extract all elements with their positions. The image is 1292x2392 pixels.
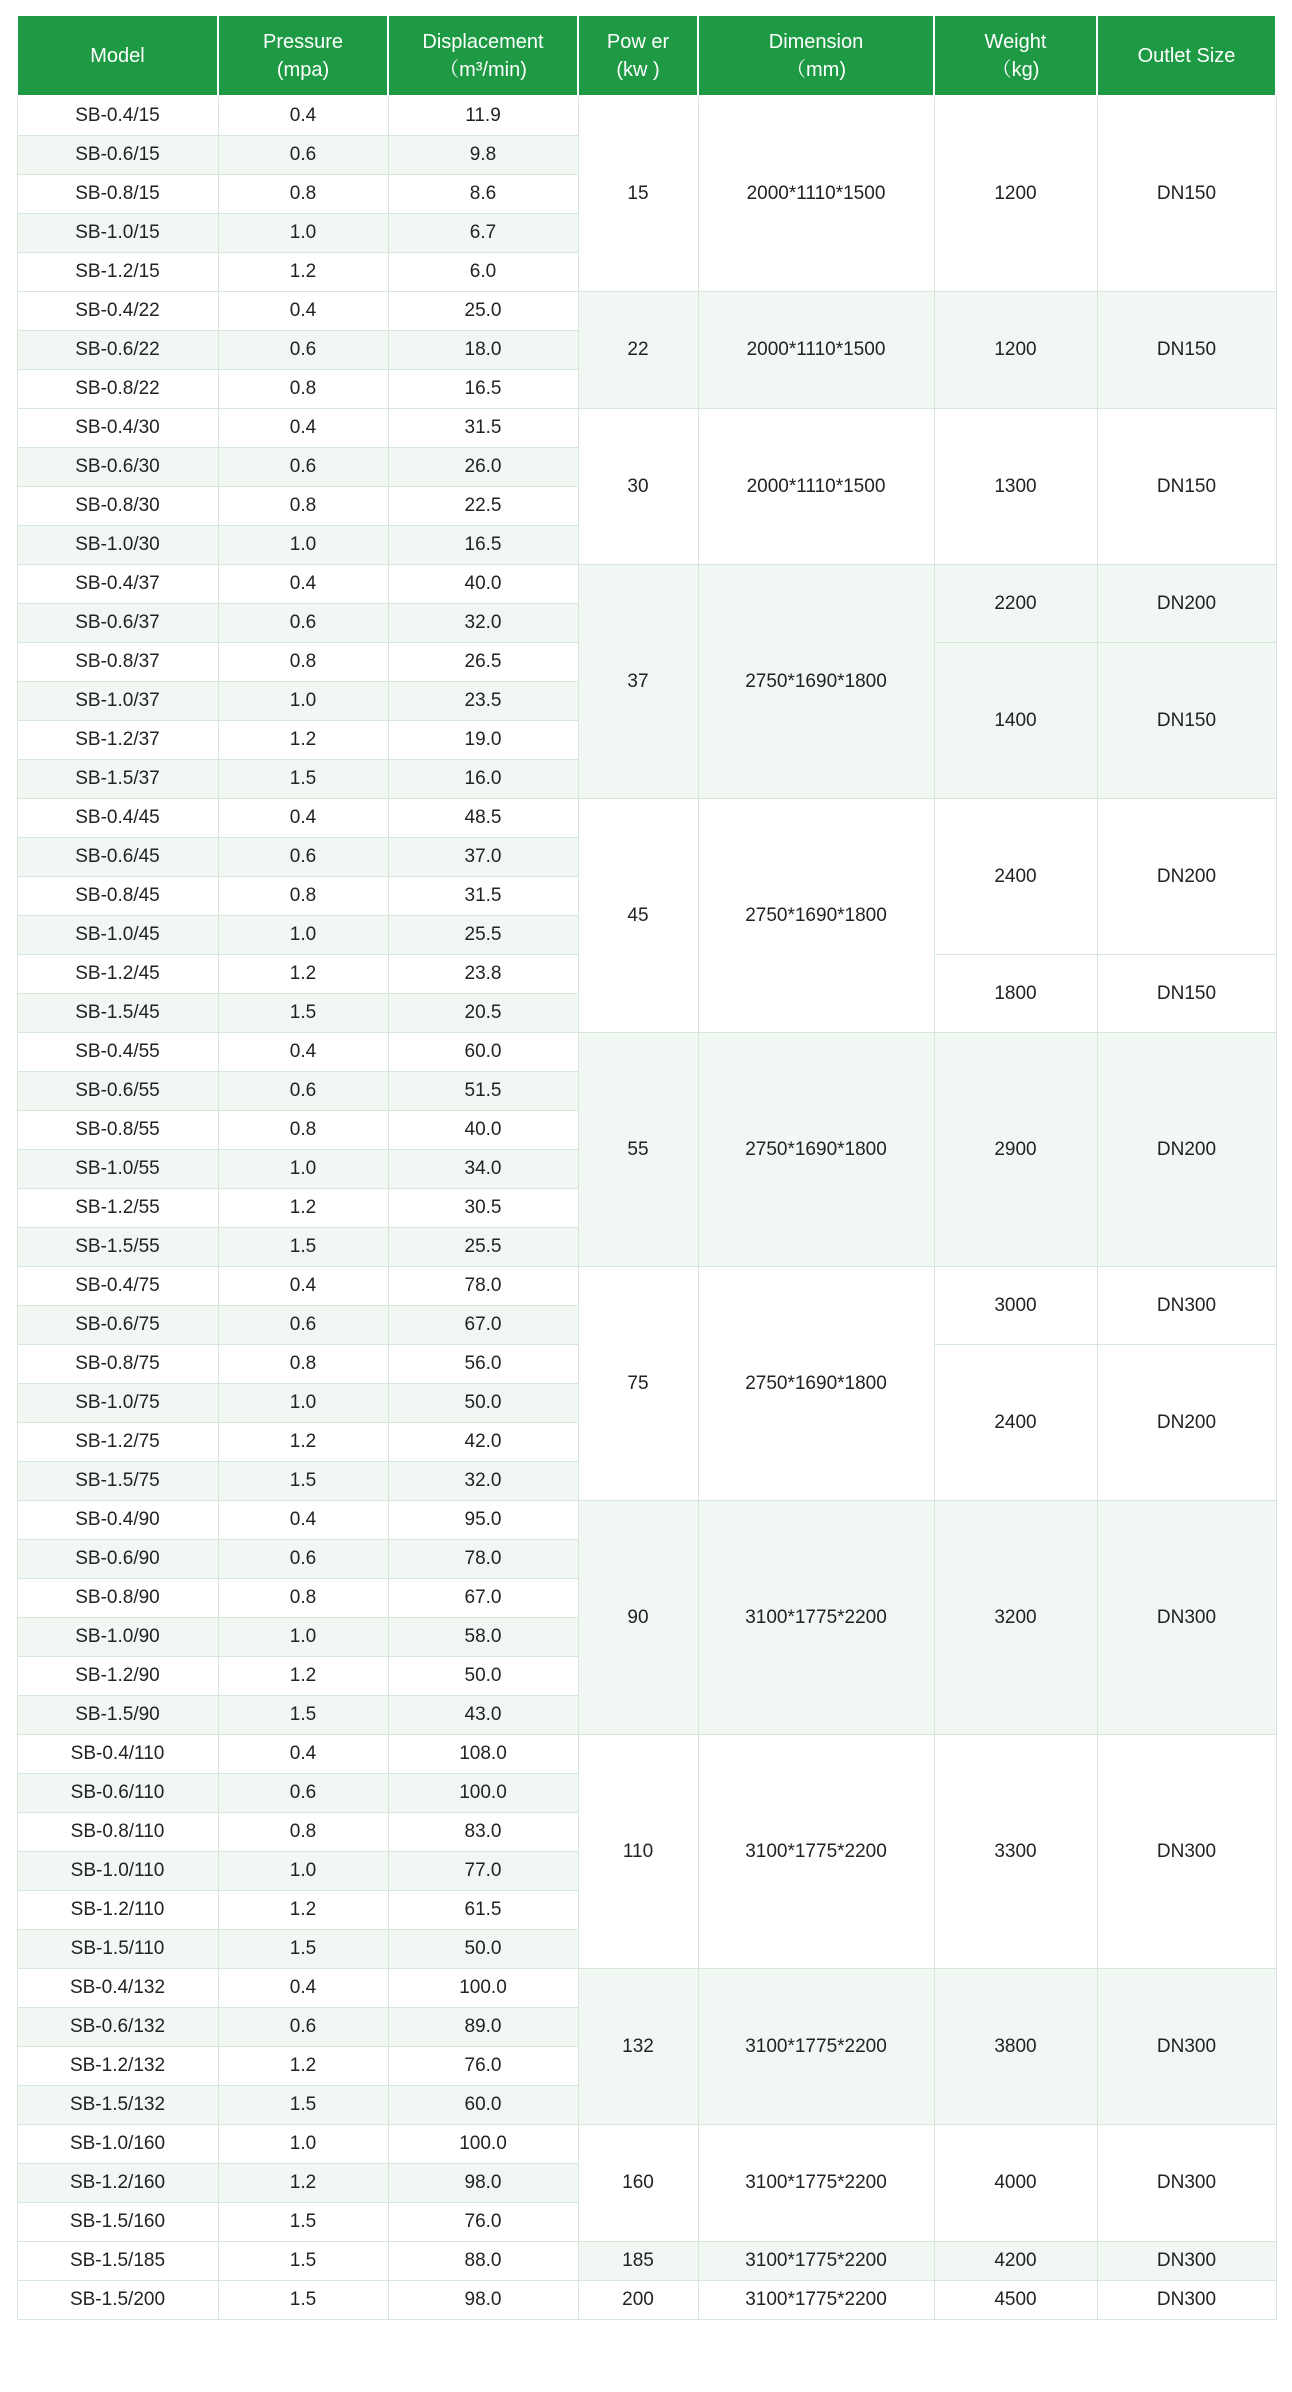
pressure-cell: 1.2: [218, 1657, 388, 1696]
table-row: [17, 409, 1276, 448]
table-row: [17, 96, 1276, 136]
pressure-cell: 0.4: [218, 1267, 388, 1306]
table-row: [17, 2242, 1276, 2281]
table-body: [17, 96, 1276, 2320]
table-row: [17, 799, 1276, 838]
displacement-cell: 31.5: [388, 409, 578, 448]
displacement-cell: 9.8: [388, 136, 578, 175]
header-pressure-line: Pressure: [262, 30, 344, 53]
dimension-cell: 3100*1775*2200: [698, 1501, 934, 1735]
model-cell: SB-0.6/75: [17, 1306, 218, 1345]
table-row: [17, 1735, 1276, 1774]
header-model-line: Model: [90, 44, 145, 67]
model-cell: SB-0.8/15: [17, 175, 218, 214]
model-cell: SB-1.5/110: [17, 1930, 218, 1969]
power-cell: 15: [578, 96, 698, 292]
pressure-cell: 1.5: [218, 760, 388, 799]
displacement-cell: 60.0: [388, 1033, 578, 1072]
displacement-cell: 22.5: [388, 487, 578, 526]
displacement-cell: 100.0: [388, 2125, 578, 2164]
pressure-cell: 0.8: [218, 1579, 388, 1618]
displacement-cell: 83.0: [388, 1813, 578, 1852]
model-cell: SB-1.0/160: [17, 2125, 218, 2164]
displacement-cell: 50.0: [388, 1930, 578, 1969]
model-cell: SB-1.2/75: [17, 1423, 218, 1462]
weight-cell: 2400: [934, 799, 1097, 955]
model-cell: SB-0.6/22: [17, 331, 218, 370]
displacement-cell: 6.7: [388, 214, 578, 253]
pressure-cell: 1.5: [218, 1930, 388, 1969]
displacement-cell: 98.0: [388, 2164, 578, 2203]
pressure-cell: 0.4: [218, 1033, 388, 1072]
pressure-cell: 1.0: [218, 1618, 388, 1657]
pressure-cell: 0.4: [218, 1735, 388, 1774]
displacement-cell: 100.0: [388, 1969, 578, 2008]
pressure-cell: 0.6: [218, 604, 388, 643]
displacement-cell: 40.0: [388, 565, 578, 604]
model-cell: SB-0.4/30: [17, 409, 218, 448]
weight-cell: 1300: [934, 409, 1097, 565]
header-displacement-line: Displacement: [422, 30, 544, 53]
model-cell: SB-0.6/45: [17, 838, 218, 877]
pressure-cell: 1.5: [218, 994, 388, 1033]
outlet-size-cell: DN150: [1097, 292, 1276, 409]
displacement-cell: 25.5: [388, 1228, 578, 1267]
table-row: [17, 2125, 1276, 2164]
header-power-line: (kw ): [616, 58, 660, 81]
pressure-cell: 1.0: [218, 214, 388, 253]
outlet-size-cell: DN200: [1097, 799, 1276, 955]
dimension-cell: 2750*1690*1800: [698, 799, 934, 1033]
pressure-cell: 1.0: [218, 916, 388, 955]
table-row: [17, 292, 1276, 331]
pressure-cell: 0.4: [218, 292, 388, 331]
outlet-size-cell: DN150: [1097, 955, 1276, 1033]
displacement-cell: 77.0: [388, 1852, 578, 1891]
dimension-cell: 2000*1110*1500: [698, 96, 934, 292]
power-cell: 200: [578, 2281, 698, 2320]
pressure-cell: 0.4: [218, 1969, 388, 2008]
displacement-cell: 16.5: [388, 370, 578, 409]
table-row: [17, 2281, 1276, 2320]
dimension-cell: 3100*1775*2200: [698, 1969, 934, 2125]
header-pressure: [218, 15, 388, 96]
model-cell: SB-0.6/37: [17, 604, 218, 643]
pressure-cell: 0.4: [218, 409, 388, 448]
model-cell: SB-1.2/160: [17, 2164, 218, 2203]
pressure-cell: 1.2: [218, 1189, 388, 1228]
displacement-cell: 67.0: [388, 1579, 578, 1618]
outlet-size-cell: DN300: [1097, 2125, 1276, 2242]
weight-cell: 3300: [934, 1735, 1097, 1969]
header-power-line: Pow er: [606, 30, 670, 53]
pressure-cell: 1.5: [218, 1228, 388, 1267]
model-cell: SB-1.0/37: [17, 682, 218, 721]
dimension-cell: 3100*1775*2200: [698, 1735, 934, 1969]
outlet-size-cell: DN200: [1097, 1345, 1276, 1501]
pressure-cell: 1.2: [218, 721, 388, 760]
model-cell: SB-1.0/30: [17, 526, 218, 565]
displacement-cell: 60.0: [388, 2086, 578, 2125]
header-weight-line: Weight: [984, 30, 1047, 53]
header-dimension-line: （mm): [786, 58, 846, 81]
pressure-cell: 1.2: [218, 955, 388, 994]
displacement-cell: 32.0: [388, 1462, 578, 1501]
outlet-size-cell: DN300: [1097, 1969, 1276, 2125]
model-cell: SB-1.2/110: [17, 1891, 218, 1930]
model-cell: SB-0.8/75: [17, 1345, 218, 1384]
pressure-cell: 1.5: [218, 2281, 388, 2320]
displacement-cell: 37.0: [388, 838, 578, 877]
pressure-cell: 1.2: [218, 1423, 388, 1462]
displacement-cell: 8.6: [388, 175, 578, 214]
displacement-cell: 32.0: [388, 604, 578, 643]
table-header: [17, 15, 1276, 96]
model-cell: SB-1.2/55: [17, 1189, 218, 1228]
header-row: [17, 15, 1276, 96]
model-cell: SB-0.8/90: [17, 1579, 218, 1618]
header-pressure-line: (mpa): [276, 58, 330, 81]
pressure-cell: 1.2: [218, 253, 388, 292]
pressure-cell: 0.6: [218, 136, 388, 175]
power-cell: 132: [578, 1969, 698, 2125]
model-cell: SB-0.4/37: [17, 565, 218, 604]
model-cell: SB-0.4/45: [17, 799, 218, 838]
displacement-cell: 51.5: [388, 1072, 578, 1111]
dimension-cell: 3100*1775*2200: [698, 2281, 934, 2320]
model-cell: SB-0.6/132: [17, 2008, 218, 2047]
displacement-cell: 67.0: [388, 1306, 578, 1345]
outlet-size-cell: DN150: [1097, 643, 1276, 799]
pressure-cell: 0.8: [218, 877, 388, 916]
pressure-cell: 0.8: [218, 175, 388, 214]
pressure-cell: 0.8: [218, 370, 388, 409]
pressure-cell: 0.6: [218, 1306, 388, 1345]
displacement-cell: 20.5: [388, 994, 578, 1033]
model-cell: SB-1.0/45: [17, 916, 218, 955]
displacement-cell: 43.0: [388, 1696, 578, 1735]
weight-cell: 3800: [934, 1969, 1097, 2125]
weight-cell: 1200: [934, 96, 1097, 292]
pressure-cell: 1.2: [218, 2047, 388, 2086]
model-cell: SB-0.8/30: [17, 487, 218, 526]
model-cell: SB-0.8/22: [17, 370, 218, 409]
displacement-cell: 98.0: [388, 2281, 578, 2320]
model-cell: SB-0.6/110: [17, 1774, 218, 1813]
outlet-size-cell: DN150: [1097, 409, 1276, 565]
power-cell: 160: [578, 2125, 698, 2242]
dimension-cell: 2000*1110*1500: [698, 292, 934, 409]
model-cell: SB-0.4/55: [17, 1033, 218, 1072]
weight-cell: 3000: [934, 1267, 1097, 1345]
model-cell: SB-1.0/75: [17, 1384, 218, 1423]
pressure-cell: 0.6: [218, 331, 388, 370]
pressure-cell: 0.4: [218, 96, 388, 136]
header-model: [17, 15, 218, 96]
model-cell: SB-1.0/55: [17, 1150, 218, 1189]
outlet-size-cell: DN300: [1097, 2242, 1276, 2281]
header-weight: [934, 15, 1097, 96]
pressure-cell: 1.5: [218, 1462, 388, 1501]
dimension-cell: 2750*1690*1800: [698, 1267, 934, 1501]
displacement-cell: 25.0: [388, 292, 578, 331]
model-cell: SB-1.2/15: [17, 253, 218, 292]
weight-cell: 1800: [934, 955, 1097, 1033]
pressure-cell: 1.5: [218, 2086, 388, 2125]
displacement-cell: 31.5: [388, 877, 578, 916]
model-cell: SB-0.4/22: [17, 292, 218, 331]
pressure-cell: 0.8: [218, 1345, 388, 1384]
outlet-size-cell: DN200: [1097, 565, 1276, 643]
model-cell: SB-0.6/55: [17, 1072, 218, 1111]
table-row: [17, 1969, 1276, 2008]
outlet-size-cell: DN300: [1097, 1501, 1276, 1735]
displacement-cell: 11.9: [388, 96, 578, 136]
model-cell: SB-1.2/132: [17, 2047, 218, 2086]
dimension-cell: 2750*1690*1800: [698, 565, 934, 799]
pressure-cell: 0.4: [218, 565, 388, 604]
model-cell: SB-0.6/15: [17, 136, 218, 175]
power-cell: 55: [578, 1033, 698, 1267]
header-displacement: [388, 15, 578, 96]
displacement-cell: 26.0: [388, 448, 578, 487]
displacement-cell: 42.0: [388, 1423, 578, 1462]
displacement-cell: 50.0: [388, 1384, 578, 1423]
displacement-cell: 61.5: [388, 1891, 578, 1930]
pressure-cell: 1.0: [218, 526, 388, 565]
header-dimension: [698, 15, 934, 96]
pressure-cell: 0.6: [218, 1774, 388, 1813]
displacement-cell: 19.0: [388, 721, 578, 760]
weight-cell: 1200: [934, 292, 1097, 409]
power-cell: 185: [578, 2242, 698, 2281]
weight-cell: 2400: [934, 1345, 1097, 1501]
pressure-cell: 1.0: [218, 682, 388, 721]
model-cell: SB-1.2/90: [17, 1657, 218, 1696]
model-cell: SB-1.5/45: [17, 994, 218, 1033]
header-outlet: [1097, 15, 1276, 96]
pressure-cell: 1.0: [218, 1384, 388, 1423]
pressure-cell: 0.8: [218, 487, 388, 526]
displacement-cell: 76.0: [388, 2203, 578, 2242]
displacement-cell: 95.0: [388, 1501, 578, 1540]
table-row: [17, 1033, 1276, 1072]
displacement-cell: 78.0: [388, 1267, 578, 1306]
pressure-cell: 0.4: [218, 1501, 388, 1540]
pressure-cell: 1.0: [218, 2125, 388, 2164]
displacement-cell: 100.0: [388, 1774, 578, 1813]
model-cell: SB-0.4/132: [17, 1969, 218, 2008]
pressure-cell: 0.6: [218, 1072, 388, 1111]
pressure-cell: 0.6: [218, 448, 388, 487]
pressure-cell: 1.2: [218, 1891, 388, 1930]
model-cell: SB-1.0/15: [17, 214, 218, 253]
displacement-cell: 78.0: [388, 1540, 578, 1579]
outlet-size-cell: DN300: [1097, 1735, 1276, 1969]
pressure-cell: 0.4: [218, 799, 388, 838]
model-cell: SB-0.6/30: [17, 448, 218, 487]
model-cell: SB-1.5/90: [17, 1696, 218, 1735]
displacement-cell: 16.0: [388, 760, 578, 799]
outlet-size-cell: DN300: [1097, 1267, 1276, 1345]
pressure-cell: 1.5: [218, 2242, 388, 2281]
model-cell: SB-0.4/90: [17, 1501, 218, 1540]
pressure-cell: 1.5: [218, 2203, 388, 2242]
pressure-cell: 0.8: [218, 1111, 388, 1150]
model-cell: SB-1.0/90: [17, 1618, 218, 1657]
model-cell: SB-1.5/160: [17, 2203, 218, 2242]
pressure-cell: 1.5: [218, 1696, 388, 1735]
model-cell: SB-1.5/132: [17, 2086, 218, 2125]
header-outlet-line: Outlet Size: [1137, 44, 1236, 67]
model-cell: SB-0.8/110: [17, 1813, 218, 1852]
displacement-cell: 23.5: [388, 682, 578, 721]
pressure-cell: 0.8: [218, 1813, 388, 1852]
spec-table: [16, 14, 1277, 2320]
table-row: [17, 1501, 1276, 1540]
power-cell: 22: [578, 292, 698, 409]
pressure-cell: 0.6: [218, 838, 388, 877]
displacement-cell: 30.5: [388, 1189, 578, 1228]
power-cell: 110: [578, 1735, 698, 1969]
power-cell: 90: [578, 1501, 698, 1735]
displacement-cell: 88.0: [388, 2242, 578, 2281]
model-cell: SB-1.0/110: [17, 1852, 218, 1891]
model-cell: SB-0.4/110: [17, 1735, 218, 1774]
weight-cell: 4000: [934, 2125, 1097, 2242]
model-cell: SB-0.8/37: [17, 643, 218, 682]
weight-cell: 1400: [934, 643, 1097, 799]
displacement-cell: 108.0: [388, 1735, 578, 1774]
pressure-cell: 1.0: [218, 1852, 388, 1891]
outlet-size-cell: DN150: [1097, 96, 1276, 292]
model-cell: SB-1.5/75: [17, 1462, 218, 1501]
power-cell: 30: [578, 409, 698, 565]
model-cell: SB-1.5/200: [17, 2281, 218, 2320]
table-row: [17, 1267, 1276, 1306]
weight-cell: 2900: [934, 1033, 1097, 1267]
displacement-cell: 23.8: [388, 955, 578, 994]
header-displacement-line: （m³/min): [439, 58, 527, 81]
displacement-cell: 48.5: [388, 799, 578, 838]
model-cell: SB-0.4/15: [17, 96, 218, 136]
displacement-cell: 25.5: [388, 916, 578, 955]
power-cell: 45: [578, 799, 698, 1033]
pressure-cell: 0.6: [218, 2008, 388, 2047]
model-cell: SB-1.2/45: [17, 955, 218, 994]
weight-cell: 4500: [934, 2281, 1097, 2320]
displacement-cell: 89.0: [388, 2008, 578, 2047]
displacement-cell: 50.0: [388, 1657, 578, 1696]
displacement-cell: 18.0: [388, 331, 578, 370]
pressure-cell: 1.2: [218, 2164, 388, 2203]
weight-cell: 4200: [934, 2242, 1097, 2281]
outlet-size-cell: DN300: [1097, 2281, 1276, 2320]
weight-cell: 3200: [934, 1501, 1097, 1735]
weight-cell: 2200: [934, 565, 1097, 643]
displacement-cell: 58.0: [388, 1618, 578, 1657]
displacement-cell: 40.0: [388, 1111, 578, 1150]
power-cell: 75: [578, 1267, 698, 1501]
model-cell: SB-1.2/37: [17, 721, 218, 760]
outlet-size-cell: DN200: [1097, 1033, 1276, 1267]
dimension-cell: 2000*1110*1500: [698, 409, 934, 565]
header-power: [578, 15, 698, 96]
pressure-cell: 1.0: [218, 1150, 388, 1189]
model-cell: SB-0.8/55: [17, 1111, 218, 1150]
model-cell: SB-0.4/75: [17, 1267, 218, 1306]
header-dimension-line: Dimension: [768, 30, 864, 53]
model-cell: SB-1.5/55: [17, 1228, 218, 1267]
model-cell: SB-1.5/37: [17, 760, 218, 799]
dimension-cell: 3100*1775*2200: [698, 2242, 934, 2281]
displacement-cell: 16.5: [388, 526, 578, 565]
power-cell: 37: [578, 565, 698, 799]
pressure-cell: 0.8: [218, 643, 388, 682]
dimension-cell: 2750*1690*1800: [698, 1033, 934, 1267]
header-weight-line: （kg): [991, 58, 1040, 81]
model-cell: SB-0.8/45: [17, 877, 218, 916]
displacement-cell: 56.0: [388, 1345, 578, 1384]
dimension-cell: 3100*1775*2200: [698, 2125, 934, 2242]
displacement-cell: 76.0: [388, 2047, 578, 2086]
pressure-cell: 0.6: [218, 1540, 388, 1579]
displacement-cell: 34.0: [388, 1150, 578, 1189]
model-cell: SB-1.5/185: [17, 2242, 218, 2281]
table-row: [17, 565, 1276, 604]
displacement-cell: 26.5: [388, 643, 578, 682]
displacement-cell: 6.0: [388, 253, 578, 292]
model-cell: SB-0.6/90: [17, 1540, 218, 1579]
